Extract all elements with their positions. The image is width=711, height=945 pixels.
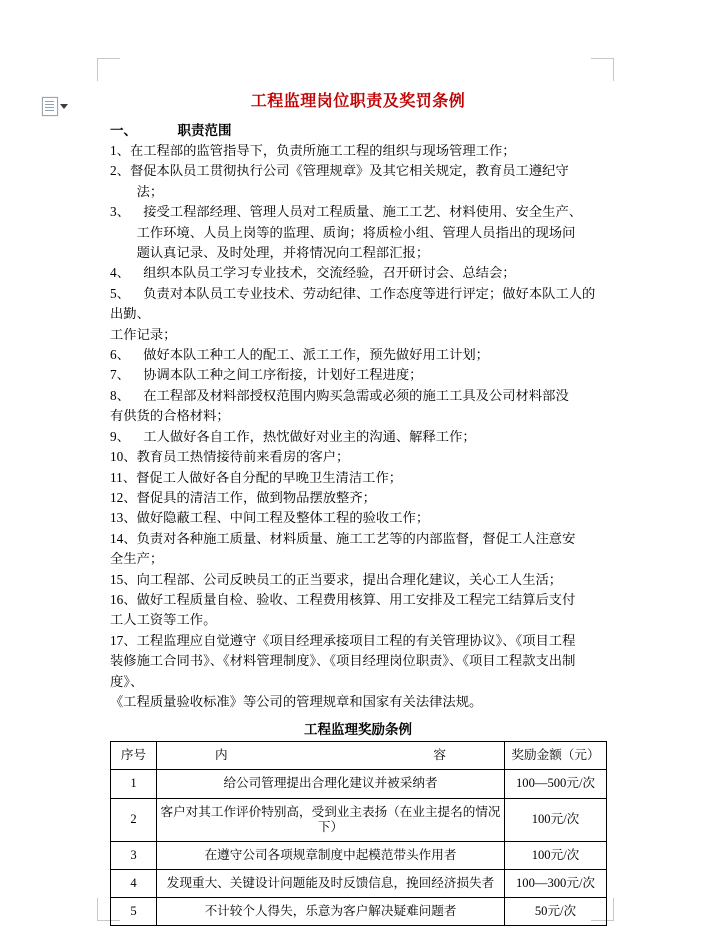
cell-index: 5 — [111, 898, 157, 926]
paragraph: 《工程质量验收标准》等公司的管理规章和国家有关法律法规。 — [110, 693, 483, 709]
paragraph: 3、 接受工程部经理、管理人员对工程质量、施工工艺、材料使用、安全生产、 — [110, 204, 583, 220]
chevron-down-icon[interactable] — [60, 104, 68, 109]
paragraph: 5、 负责对本队员工专业技术、劳动纪律、工作态度等进行评定；做好本队工人的出勤、 — [110, 285, 596, 322]
table-row — [111, 841, 607, 869]
table-header-index: 序号 — [111, 742, 157, 770]
cell-content: 客户对其工作评价特别高，受到业主表扬（在业主提名的情况下） — [157, 798, 505, 841]
paragraph: 2、督促本队员工贯彻执行公司《管理规章》及其它相关规定，教育员工遵纪守 — [110, 163, 569, 179]
reward-table — [110, 741, 607, 926]
document-body — [110, 88, 606, 926]
paragraph: 7、 协调本队工种之间工序衔接，计划好工程进度； — [110, 367, 423, 383]
paragraph: 16、做好工程质量自检、验收、工程费用核算、用工安排及工程完工结算后支付 — [110, 591, 576, 607]
cell-index: 4 — [111, 869, 157, 897]
cell-index: 2 — [111, 798, 157, 841]
crop-mark-top-right — [591, 58, 614, 81]
paragraph: 工作环境、人员上岗等的监理、质询；将质检小组、管理人员指出的现场问 — [110, 224, 576, 240]
paragraph: 题认真记录、及时处理，并将情况向工程部汇报； — [110, 245, 430, 261]
section-heading: 一、 职责范围 — [110, 123, 232, 138]
cell-amount: 50元/次 — [505, 898, 607, 926]
paragraph: 12、督促具的清洁工作，做到物品摆放整齐； — [110, 489, 376, 505]
table-header-amount: 奖励金额（元） — [505, 742, 607, 770]
document-icon[interactable] — [42, 96, 68, 116]
paragraph: 15、向工程部、公司反映员工的正当要求，提出合理化建议，关心工人生活； — [110, 571, 563, 587]
cell-content: 给公司管理提出合理化建议并被采纳者 — [157, 770, 505, 798]
table-title: 工程监理奖励条例 — [304, 722, 412, 738]
crop-mark-top-left — [97, 58, 120, 81]
paragraph: 14、负责对各种施工质量、材料质量、施工工艺等的内部监督，督促工人注意安 — [110, 530, 576, 546]
cell-amount: 100元/次 — [505, 841, 607, 869]
table-row — [111, 770, 607, 798]
table-header-content — [157, 742, 505, 770]
paragraph: 10、教育员工热情接待前来看房的客户； — [110, 449, 350, 465]
table-header-content-right: 容 — [433, 748, 446, 763]
cell-amount: 100—300元/次 — [505, 869, 607, 897]
paragraph: 工人工资等工作。 — [110, 612, 217, 628]
paragraph: 11、督促工人做好各自分配的早晚卫生清洁工作； — [110, 469, 403, 485]
paragraph: 13、做好隐蔽工程、中间工程及整体工程的验收工作； — [110, 510, 430, 526]
paragraph: 装修施工合同书》、《材料管理制度》、《项目经理岗位职责》、《项目工程款支出制度》、 — [110, 653, 576, 689]
paragraph: 有供货的合格材料； — [110, 408, 230, 424]
cell-index: 3 — [111, 841, 157, 869]
paragraph: 8、 在工程部及材料部授权范围内购买急需或必须的施工工具及公司材料部没 — [110, 387, 569, 403]
cell-content: 不计较个人得失，乐意为客户解决疑难问题者 — [157, 898, 505, 926]
paragraph: 4、 组织本队员工学习专业技术，交流经验，召开研讨会、总结会； — [110, 265, 516, 281]
table-header-row — [111, 742, 607, 770]
paragraph: 9、 工人做好各自工作，热忱做好对业主的沟通、解释工作； — [110, 428, 476, 444]
paragraph: 全生产； — [110, 551, 164, 567]
table-row — [111, 898, 607, 926]
table-header-content-left: 内 — [215, 748, 228, 763]
document-sheet-icon — [42, 97, 58, 116]
paragraph: 17、工程监理应自觉遵守《项目经理承接项目工程的有关管理协议》、《项目工程 — [110, 632, 576, 648]
cell-index: 1 — [111, 770, 157, 798]
paragraph: 6、 做好本队工种工人的配工、派工工作，预先做好用工计划； — [110, 347, 489, 363]
cell-amount: 100元/次 — [505, 798, 607, 841]
table-row — [111, 798, 607, 841]
cell-amount: 100—500元/次 — [505, 770, 607, 798]
cell-content: 在遵守公司各项规章制度中起模范带头作用者 — [157, 841, 505, 869]
table-row — [111, 869, 607, 897]
paragraph: 工作记录； — [110, 326, 177, 342]
page-title: 工程监理岗位职责及奖罚条例 — [250, 93, 466, 110]
paragraph: 1、在工程部的监管指导下，负责所施工工程的组织与现场管理工作； — [110, 143, 516, 158]
paragraph: 法； — [110, 183, 164, 199]
cell-content: 发现重大、关键设计问题能及时反馈信息，挽回经济损失者 — [157, 869, 505, 897]
